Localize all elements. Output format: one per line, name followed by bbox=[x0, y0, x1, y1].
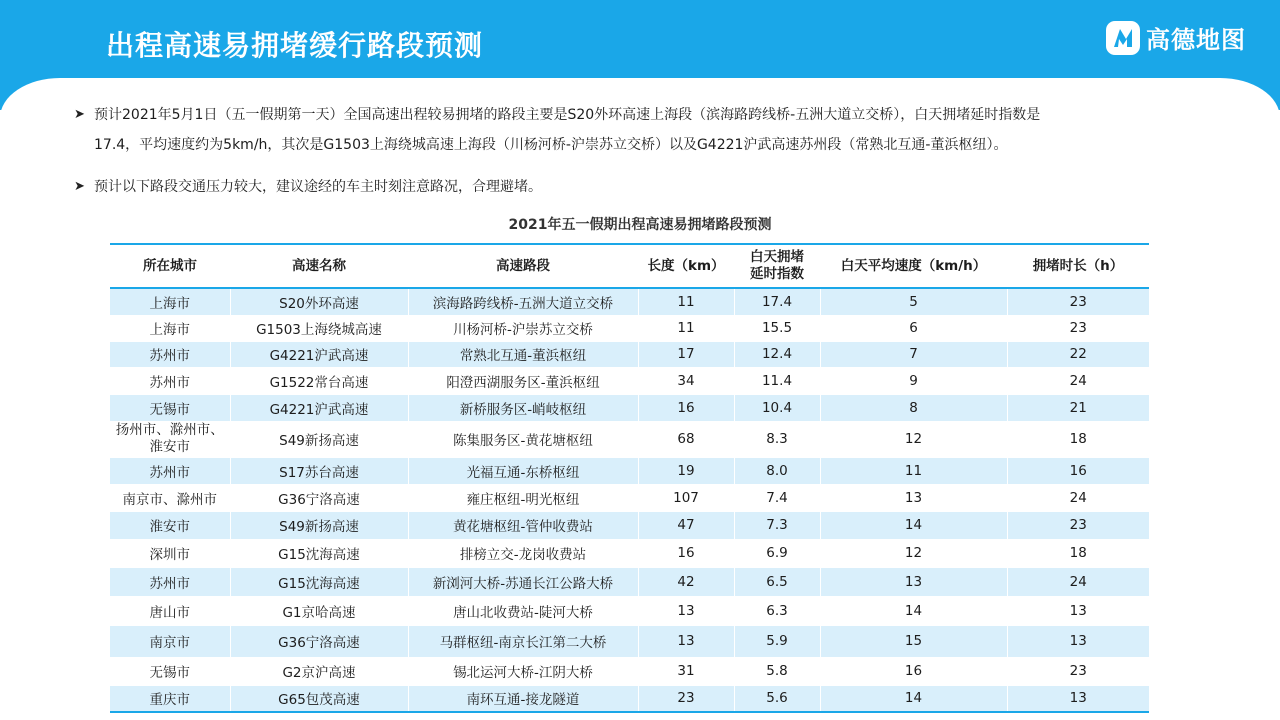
cell-index: 5.9 bbox=[734, 625, 820, 657]
cell-duration: 23 bbox=[1007, 315, 1149, 341]
col-header-length: 长度（km） bbox=[638, 244, 734, 288]
cell-duration: 21 bbox=[1007, 394, 1149, 421]
cell-duration: 23 bbox=[1007, 511, 1149, 539]
cell-speed: 6 bbox=[820, 315, 1007, 341]
col-header-index-line1: 白天拥堵 bbox=[750, 249, 804, 265]
cell-highway: G4221沪武高速 bbox=[230, 394, 408, 421]
cell-city-line1: 扬州市、滁州市、 bbox=[115, 422, 224, 438]
cell-highway: G1522常台高速 bbox=[230, 367, 408, 394]
cell-highway: G36宁洛高速 bbox=[230, 484, 408, 511]
cell-index: 12.4 bbox=[734, 341, 820, 367]
cell-city: 深圳市 bbox=[110, 539, 230, 567]
cell-city: 上海市 bbox=[110, 315, 230, 341]
cell-duration: 18 bbox=[1007, 421, 1149, 457]
cell-segment: 常熟北互通-董浜枢纽 bbox=[408, 341, 638, 367]
cell-segment: 南环互通-接龙隧道 bbox=[408, 685, 638, 712]
cell-speed: 8 bbox=[820, 394, 1007, 421]
cell-speed: 12 bbox=[820, 421, 1007, 457]
table-row bbox=[110, 394, 1149, 421]
table-row bbox=[110, 511, 1149, 539]
col-header-highway: 高速名称 bbox=[230, 244, 408, 288]
cell-segment: 唐山北收费站-陡河大桥 bbox=[408, 596, 638, 625]
cell-duration: 24 bbox=[1007, 484, 1149, 511]
cell-city: 无锡市 bbox=[110, 657, 230, 685]
table-row bbox=[110, 315, 1149, 341]
cell-city: 苏州市 bbox=[110, 567, 230, 596]
bullet-text: 17.4，平均速度约为5km/h，其次是G1503上海绕城高速上海段（川杨河桥-沪崇苏立交桥）以及G4221沪武高速苏州段（常熟北互通-董浜枢纽）。 bbox=[94, 137, 1008, 153]
cell-speed: 7 bbox=[820, 341, 1007, 367]
cell-segment: 锡北运河大桥-江阴大桥 bbox=[408, 657, 638, 685]
table-row bbox=[110, 625, 1149, 657]
cell-speed: 9 bbox=[820, 367, 1007, 394]
cell-duration: 22 bbox=[1007, 341, 1149, 367]
cell-city: 淮安市 bbox=[110, 511, 230, 539]
congestion-table bbox=[110, 243, 1149, 713]
cell-speed: 13 bbox=[820, 484, 1007, 511]
cell-length: 16 bbox=[638, 394, 734, 421]
cell-duration: 13 bbox=[1007, 625, 1149, 657]
cell-speed: 14 bbox=[820, 596, 1007, 625]
bullet-text: 预计以下路段交通压力较大，建议途经的车主时刻注意路况，合理避堵。 bbox=[94, 179, 542, 195]
cell-duration: 24 bbox=[1007, 367, 1149, 394]
cell-segment: 黄花塘枢纽-管仲收费站 bbox=[408, 511, 638, 539]
cell-highway: G4221沪武高速 bbox=[230, 341, 408, 367]
cell-segment: 新浏河大桥-苏通长江公路大桥 bbox=[408, 567, 638, 596]
table-title: 2021年五一假期出程高速易拥堵路段预测 bbox=[508, 217, 772, 233]
cell-duration: 23 bbox=[1007, 288, 1149, 315]
cell-length: 68 bbox=[638, 421, 734, 457]
table-row bbox=[110, 421, 1149, 457]
cell-index: 11.4 bbox=[734, 367, 820, 394]
table-row bbox=[110, 657, 1149, 685]
cell-length: 11 bbox=[638, 288, 734, 315]
cell-city: 苏州市 bbox=[110, 457, 230, 484]
cell-index: 5.6 bbox=[734, 685, 820, 712]
page-title: 出程高速易拥堵缓行路段预测 bbox=[106, 29, 484, 62]
cell-index: 6.5 bbox=[734, 567, 820, 596]
cell-segment: 陈集服务区-黄花塘枢纽 bbox=[408, 421, 638, 457]
cell-segment: 光福互通-东桥枢纽 bbox=[408, 457, 638, 484]
cell-city: 无锡市 bbox=[110, 394, 230, 421]
table-row bbox=[110, 539, 1149, 567]
bullet-arrow-icon: ➤ bbox=[74, 107, 85, 122]
cell-highway: G1京哈高速 bbox=[230, 596, 408, 625]
cell-duration: 18 bbox=[1007, 539, 1149, 567]
bullet-item bbox=[74, 172, 1204, 202]
col-header-duration: 拥堵时长（h） bbox=[1007, 244, 1149, 288]
table-row bbox=[110, 341, 1149, 367]
cell-length: 13 bbox=[638, 625, 734, 657]
cell-index: 5.8 bbox=[734, 657, 820, 685]
table-header-row bbox=[110, 244, 1149, 288]
cell-highway: G2京沪高速 bbox=[230, 657, 408, 685]
cell-city: 南京市、滁州市 bbox=[110, 484, 230, 511]
cell-speed: 5 bbox=[820, 288, 1007, 315]
cell-highway: G15沈海高速 bbox=[230, 539, 408, 567]
cell-duration: 24 bbox=[1007, 567, 1149, 596]
cell-length: 11 bbox=[638, 315, 734, 341]
cell-city: 上海市 bbox=[110, 288, 230, 315]
table-row bbox=[110, 288, 1149, 315]
cell-duration: 13 bbox=[1007, 685, 1149, 712]
cell-highway: S17苏台高速 bbox=[230, 457, 408, 484]
cell-duration: 23 bbox=[1007, 657, 1149, 685]
cell-highway: G65包茂高速 bbox=[230, 685, 408, 712]
table-row bbox=[110, 457, 1149, 484]
cell-city bbox=[110, 421, 230, 457]
table-row bbox=[110, 567, 1149, 596]
cell-index: 8.3 bbox=[734, 421, 820, 457]
brand-logo bbox=[1106, 20, 1246, 55]
col-header-city: 所在城市 bbox=[110, 244, 230, 288]
cell-length: 34 bbox=[638, 367, 734, 394]
cell-index: 7.3 bbox=[734, 511, 820, 539]
cell-index: 6.9 bbox=[734, 539, 820, 567]
cell-highway: S49新扬高速 bbox=[230, 421, 408, 457]
logo-text: 高德地图 bbox=[1146, 26, 1246, 54]
cell-length: 107 bbox=[638, 484, 734, 511]
cell-length: 19 bbox=[638, 457, 734, 484]
cell-index: 15.5 bbox=[734, 315, 820, 341]
cell-city: 苏州市 bbox=[110, 341, 230, 367]
cell-highway: G36宁洛高速 bbox=[230, 625, 408, 657]
cell-segment: 新桥服务区-峭岐枢纽 bbox=[408, 394, 638, 421]
amap-logo-icon bbox=[1106, 21, 1140, 55]
cell-speed: 15 bbox=[820, 625, 1007, 657]
cell-index: 7.4 bbox=[734, 484, 820, 511]
col-header-index bbox=[734, 244, 820, 288]
cell-speed: 16 bbox=[820, 657, 1007, 685]
cell-segment: 马群枢纽-南京长江第二大桥 bbox=[408, 625, 638, 657]
cell-index: 17.4 bbox=[734, 288, 820, 315]
cell-segment: 阳澄西湖服务区-董浜枢纽 bbox=[408, 367, 638, 394]
cell-length: 31 bbox=[638, 657, 734, 685]
cell-duration: 16 bbox=[1007, 457, 1149, 484]
cell-segment: 滨海路跨线桥-五洲大道立交桥 bbox=[408, 288, 638, 315]
table-row bbox=[110, 596, 1149, 625]
cell-length: 23 bbox=[638, 685, 734, 712]
col-header-segment: 高速路段 bbox=[408, 244, 638, 288]
cell-index: 8.0 bbox=[734, 457, 820, 484]
bullet-item bbox=[74, 100, 1204, 160]
cell-speed: 11 bbox=[820, 457, 1007, 484]
bullet-arrow-icon: ➤ bbox=[74, 179, 85, 194]
cell-highway: S20外环高速 bbox=[230, 288, 408, 315]
cell-city: 重庆市 bbox=[110, 685, 230, 712]
cell-highway: G1503上海绕城高速 bbox=[230, 315, 408, 341]
cell-length: 42 bbox=[638, 567, 734, 596]
table-row bbox=[110, 484, 1149, 511]
bullet-text: 预计2021年5月1日（五一假期第一天）全国高速出程较易拥堵的路段主要是S20外环高速上海段（滨海路跨线桥-五洲大道立交桥），白天拥堵延时指数是 bbox=[94, 107, 1041, 123]
cell-speed: 13 bbox=[820, 567, 1007, 596]
cell-speed: 14 bbox=[820, 685, 1007, 712]
table-row bbox=[110, 367, 1149, 394]
cell-speed: 12 bbox=[820, 539, 1007, 567]
cell-city: 唐山市 bbox=[110, 596, 230, 625]
cell-city: 苏州市 bbox=[110, 367, 230, 394]
col-header-speed: 白天平均速度（km/h） bbox=[820, 244, 1007, 288]
col-header-index-line2: 延时指数 bbox=[750, 266, 804, 282]
cell-highway: S49新扬高速 bbox=[230, 511, 408, 539]
cell-length: 13 bbox=[638, 596, 734, 625]
cell-highway: G15沈海高速 bbox=[230, 567, 408, 596]
cell-segment: 川杨河桥-沪崇苏立交桥 bbox=[408, 315, 638, 341]
cell-length: 16 bbox=[638, 539, 734, 567]
cell-length: 47 bbox=[638, 511, 734, 539]
cell-segment: 排榜立交-龙岗收费站 bbox=[408, 539, 638, 567]
table-row bbox=[110, 685, 1149, 712]
cell-duration: 13 bbox=[1007, 596, 1149, 625]
cell-city: 南京市 bbox=[110, 625, 230, 657]
cell-speed: 14 bbox=[820, 511, 1007, 539]
cell-length: 17 bbox=[638, 341, 734, 367]
cell-index: 10.4 bbox=[734, 394, 820, 421]
cell-city-line2: 淮安市 bbox=[149, 439, 190, 455]
bullet-list bbox=[74, 100, 1204, 214]
cell-index: 6.3 bbox=[734, 596, 820, 625]
cell-segment: 雍庄枢纽-明光枢纽 bbox=[408, 484, 638, 511]
